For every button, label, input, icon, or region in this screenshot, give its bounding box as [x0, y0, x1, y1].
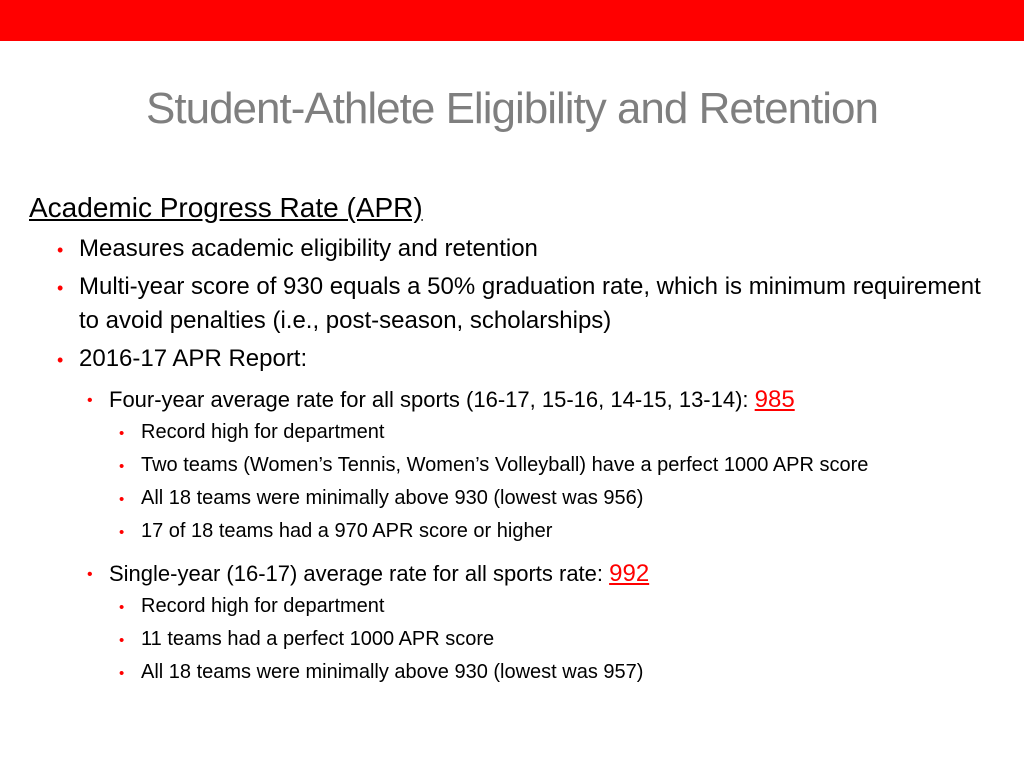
top-accent-bar	[0, 0, 1024, 41]
bullet-icon: •	[87, 566, 93, 583]
slide-title: Student-Athlete Eligibility and Retention	[146, 84, 878, 133]
list-item-text: Two teams (Women’s Tennis, Women’s Volleyball) have a perfect 1000 APR score	[141, 454, 869, 476]
bullet-icon: •	[119, 599, 125, 616]
bullet-list	[29, 232, 999, 689]
bullet-icon: •	[57, 350, 64, 370]
list-item-text: All 18 teams were minimally above 930 (lowest was 957)	[141, 661, 644, 683]
list-item	[29, 623, 999, 656]
list-item	[29, 416, 999, 449]
list-item-text: Multi-year score of 930 equals a 50% graduation rate, which is minimum requirement to avoid penalties (i.e., post-season, scholarships)	[79, 273, 981, 334]
list-item	[29, 515, 999, 548]
bullet-icon: •	[119, 491, 125, 508]
list-item	[29, 449, 999, 482]
list-item-text: 11 teams had a perfect 1000 APR score	[141, 628, 495, 650]
list-item-four-year	[29, 384, 999, 416]
list-item	[29, 232, 999, 266]
list-item	[29, 590, 999, 623]
list-item-text: All 18 teams were minimally above 930 (lowest was 956)	[141, 487, 644, 509]
bullet-icon: •	[57, 278, 64, 298]
section-heading: Academic Progress Rate (APR)	[29, 192, 423, 223]
bullet-icon: •	[119, 425, 125, 442]
list-item	[29, 342, 999, 376]
list-item-text: 17 of 18 teams had a 970 APR score or higher	[141, 520, 553, 542]
bullet-icon: •	[119, 665, 125, 682]
bullet-icon: •	[119, 524, 125, 541]
bullet-icon: •	[119, 458, 125, 475]
list-item-text: 2016-17 APR Report:	[79, 345, 308, 372]
list-item-single-year	[29, 558, 999, 590]
list-item	[29, 656, 999, 689]
list-item-text: Measures academic eligibility and retention	[79, 235, 538, 262]
bullet-icon: •	[119, 632, 125, 649]
bullet-icon: •	[87, 392, 93, 409]
single-year-value: 992	[609, 560, 650, 587]
four-year-text: Four-year average rate for all sports (16-17, 15-16, 14-15, 13-14):	[109, 387, 755, 412]
list-item	[29, 270, 999, 338]
slide-content	[29, 188, 999, 689]
list-item-text: Record high for department	[141, 421, 385, 443]
list-item-text: Record high for department	[141, 595, 385, 617]
bullet-icon: •	[57, 240, 64, 260]
four-year-value: 985	[754, 386, 795, 413]
single-year-text: Single-year (16-17) average rate for all sports rate:	[109, 561, 610, 586]
list-item	[29, 482, 999, 515]
